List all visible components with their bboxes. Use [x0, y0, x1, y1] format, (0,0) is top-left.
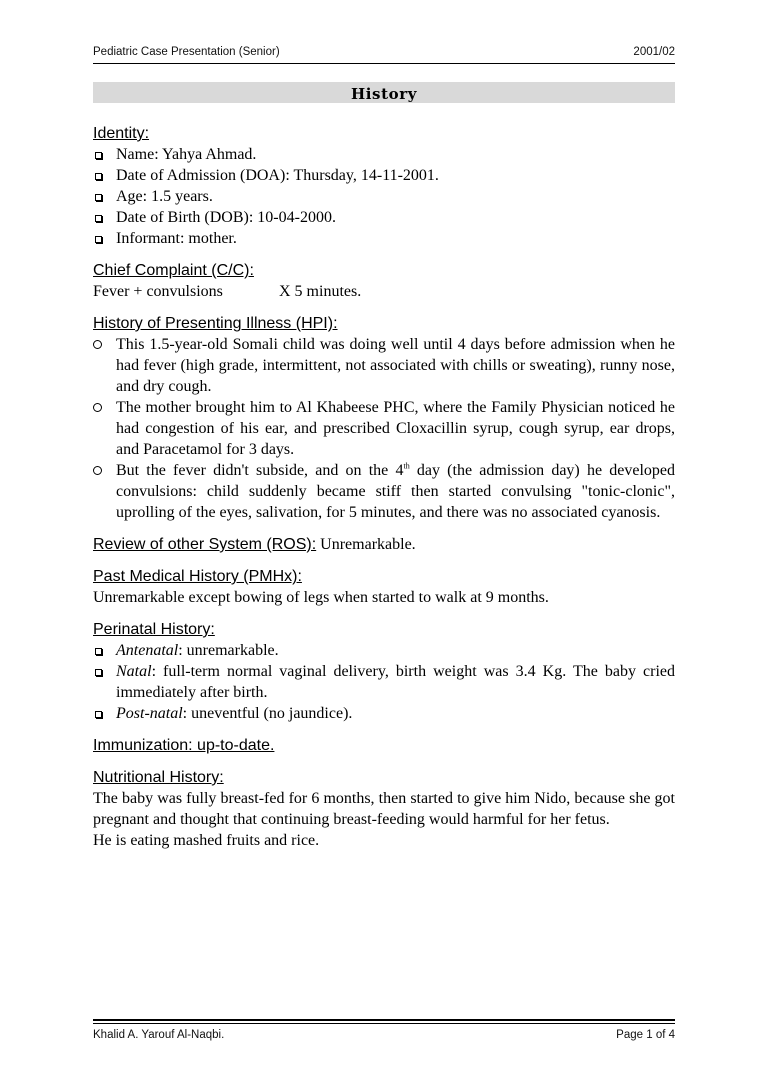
circle-bullet-icon: [93, 466, 102, 475]
ros-line: [93, 534, 675, 555]
perinatal-antenatal: Antenatal: unremarkable.: [93, 640, 675, 661]
circle-bullet-icon: [93, 340, 102, 349]
chief-complaint-duration: X 5 minutes.: [279, 283, 362, 300]
perinatal-postnatal: Post-natal: uneventful (no jaundice).: [93, 703, 675, 724]
nutritional-heading: Nutritional History:: [93, 769, 224, 786]
pmhx-heading: Past Medical History (PMHx):: [93, 568, 302, 585]
perinatal-natal: Natal: full-term normal vaginal delivery, birth weight was 3.4 Kg. The baby cried immediately after birth.: [93, 661, 675, 703]
pmhx-text: Unremarkable except bowing of legs when started to walk at 9 months.: [93, 589, 549, 606]
header-course-title: Pediatric Case Presentation (Senior): [93, 46, 280, 58]
hpi-item: The mother brought him to Al Khabeese PHC, where the Family Physician noticed he had congestion of his ear, and prescribed Cloxacillin syrup, cough syrup, ear drops, and Paracetamol for 3 days.: [93, 397, 675, 460]
nutritional-paragraph: The baby was fully breast-fed for 6 months, then started to give him Nido, because she got pregnant and thought that continuing breast-feeding would harmful for her fetus.: [93, 790, 675, 828]
identity-list: [93, 144, 675, 249]
document-body: [93, 123, 675, 851]
checkbox-bullet-icon: [95, 648, 102, 655]
ros-text: Unremarkable.: [316, 536, 416, 553]
hpi-item: This 1.5-year-old Somali child was doing well until 4 days before admission when he had fever (high grade, intermittent, not associated with chills or sweating), runny nose, and dry cough.: [93, 334, 675, 397]
footer-author: Khalid A. Yarouf Al-Naqbi.: [93, 1029, 225, 1041]
footer-page-number: Page 1 of 4: [616, 1029, 675, 1041]
header-rule: [93, 63, 675, 64]
checkbox-bullet-icon: [95, 669, 102, 676]
checkbox-bullet-icon: [95, 236, 102, 243]
identity-informant: Informant: mother.: [93, 228, 675, 249]
hpi-list: [93, 334, 675, 523]
identity-heading: Identity:: [93, 125, 150, 142]
checkbox-bullet-icon: [95, 152, 102, 159]
checkbox-bullet-icon: [95, 711, 102, 718]
identity-age: Age: 1.5 years.: [93, 186, 675, 207]
perinatal-heading: Perinatal History:: [93, 621, 215, 638]
page-footer: [93, 1029, 675, 1041]
checkbox-bullet-icon: [95, 194, 102, 201]
header-year: 2001/02: [633, 46, 675, 58]
identity-doa: Date of Admission (DOA): Thursday, 14-11-2001.: [93, 165, 675, 186]
perinatal-list: [93, 640, 675, 724]
identity-name: Name: Yahya Ahmad.: [93, 144, 675, 165]
superscript: th: [403, 461, 410, 471]
hpi-heading: History of Presenting Illness (HPI):: [93, 315, 338, 332]
checkbox-bullet-icon: [95, 215, 102, 222]
chief-complaint-text: [93, 281, 675, 302]
chief-complaint-heading: Chief Complaint (C/C):: [93, 262, 254, 279]
checkbox-bullet-icon: [95, 173, 102, 180]
immunization-heading: Immunization: up-to-date.: [93, 737, 275, 754]
nutritional-paragraph: He is eating mashed fruits and rice.: [93, 832, 320, 849]
circle-bullet-icon: [93, 403, 102, 412]
hpi-item: But the fever didn't subside, and on the 4th day (the admission day) he developed convulsions: child suddenly became stiff then started convulsing "tonic-clonic", uprolling of the eyes, salivation, for 5 minutes, and there was no associated cyanosis.: [93, 460, 675, 523]
footer-rule: [93, 1019, 675, 1021]
chief-complaint-symptoms: Fever + convulsions: [93, 283, 223, 300]
footer-rule: [93, 1023, 675, 1024]
ros-heading: Review of other System (ROS):: [93, 536, 317, 553]
identity-dob: Date of Birth (DOB): 10-04-2000.: [93, 207, 675, 228]
page-header: [93, 46, 675, 58]
page-title: History: [350, 85, 418, 103]
